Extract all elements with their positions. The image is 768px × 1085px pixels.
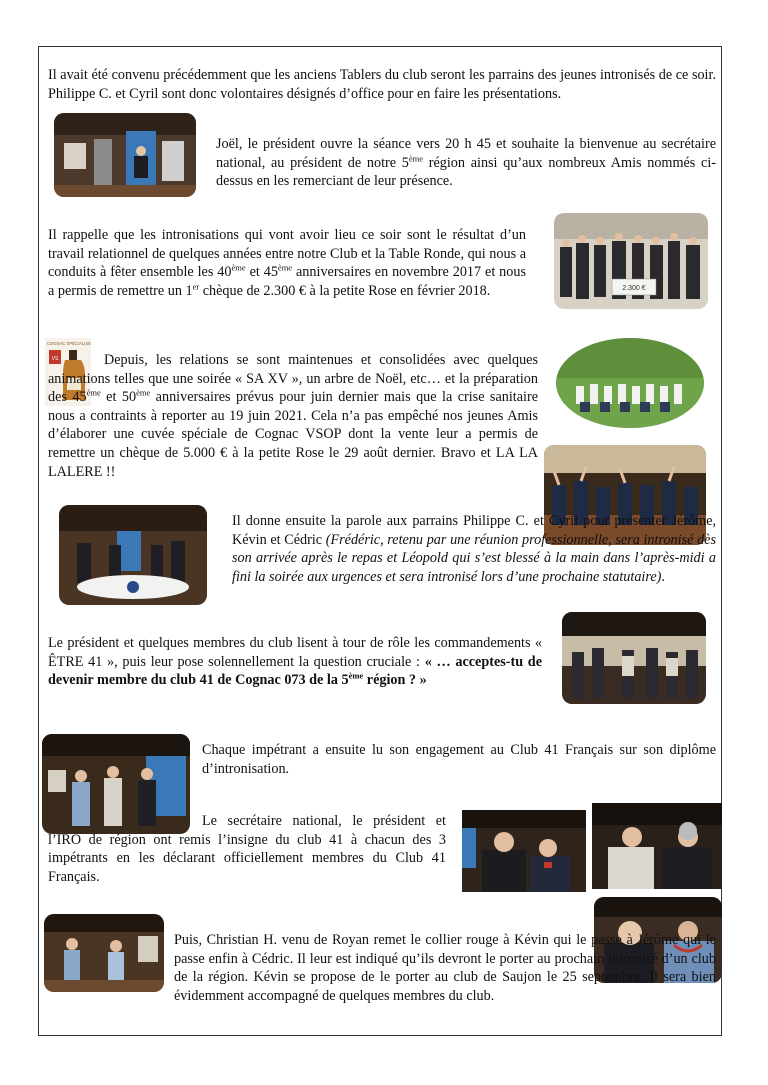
paragraph-5: [232, 512, 716, 586]
p3-text-b: et 45: [245, 264, 278, 281]
paragraph-7: Chaque impétrant a ensuite lu son engagement au Club 41 Français sur son diplôme d’intronisation.: [202, 742, 716, 777]
paragraph-8: Le secrétaire national, le président et l’IRO de région ont remis l’insigne du club 41 à chacun des 3 impétrants en les déclarant officiellement membres du Club 41 Français.: [48, 813, 446, 885]
p3-sup2: ème: [277, 262, 293, 273]
photo-outdoor-group: [556, 338, 704, 428]
p5-text-a: Il donne ensuite la parole aux parrains Philippe C. et Cyril pour présenter Jérôme, Kévin et Cédric: [232, 513, 716, 548]
p2-sup: ème: [408, 152, 424, 163]
paragraph-4: [48, 351, 538, 481]
p3-text-a: Il rappelle que les intronisations qui vont avoir lieu ce soir sont le résultat d’un travail relationnel de quelques années entre notre Club et la Table Ronde, qui nous a conduits à fêter ensemble les 40: [48, 227, 526, 281]
paragraph-1: Il avait été convenu précédemment que les anciens Tablers du club seront les parrains des jeunes intronisés de ce soir. Philippe C. et Cyril sont donc volontaires désignés d’office pour en faire les présentations.: [48, 67, 716, 102]
p3-text-d: chèque de 2.300 € à la petite Rose en février 2018.: [199, 282, 491, 299]
p6-sup: ème: [348, 670, 364, 681]
cognac-badge-text: VS: [51, 356, 59, 362]
p4-sup2: ème: [136, 387, 151, 398]
paragraph-6: [48, 634, 542, 690]
p4-text-c: anniversaires prévus pour juin dernier mais que la crise sanitaire nous a contraints à reporter au 19 juin 2021. Cela n’a pas empêché nos jeunes Amis d’élaborer une cuvée spéciale de Cognac VSOP dont la vente leur a permis de remettre un chèque de 5.000 € à la petite Rose le 29 août dernier. Bravo et LA LA LALERE !!: [48, 389, 538, 480]
photo-president-speech: [54, 113, 196, 197]
paragraph-2: [216, 135, 716, 191]
p2-text-b: région ainsi qu’aux nombreux Amis nommés ci-dessus en les remerciant de leur présence.: [216, 154, 716, 190]
p5-end: .: [661, 568, 665, 585]
paragraph-3: [48, 226, 526, 300]
p4-sup1: ème: [86, 387, 101, 398]
p3-text-c: anniversaires en novembre 2017 et nous a permis de remettre un 1: [48, 264, 526, 299]
p6-bold-1: « … acceptes-tu de devenir membre du club 41 de Cognac 073 de la 5: [48, 653, 542, 689]
p4-text-b: et 50: [100, 389, 137, 406]
p4-text-a: Depuis, les relations se sont maintenues et consolidées avec quelques animations telles que une soirée « SA XV », un arbre de Noël, etc… et la préparation des 45: [48, 352, 538, 406]
photo-members-reading: [562, 612, 706, 704]
p6-bold-2: région ? »: [363, 672, 427, 689]
photo-insigne-1: [462, 810, 586, 892]
photo-group-cheque: [554, 213, 708, 309]
cheque-text: 2.300 €: [622, 285, 646, 292]
p2-text-a: Joël, le président ouvre la séance vers 20 h 45 et souhaite la bienvenue au secrétaire national, au président de notre 5: [216, 136, 716, 171]
photo-ceremony-table: [59, 505, 207, 605]
cognac-label-text: COGNAC SPÉCIALISÉ: [47, 341, 91, 346]
photo-insigne-2: [592, 803, 722, 889]
p5-italic: (Frédéric, retenu par une réunion professionnelle, sera intronisé dès son arrivée après le repas et Léopold qui s’est blessé à la main dans l’après-midi a fini la soirée aux urgences et sera intronisé lors d’une prochaine statutaire): [232, 531, 716, 585]
p3-sup1: ème: [231, 262, 246, 273]
paragraph-9: Puis, Christian H. venu de Royan remet le collier rouge à Kévin qui le passe à Jérôme qui le passe enfin à Cédric. Il leur est indiqué qu’ils devront le porter au prochain intronisé d’un club de la région. Kévin se propose de le porter au club de Saujon le 25 septembre. Il sera bien évidemment accompagné de quelques membres du club.: [174, 932, 716, 1004]
p6-text-a: Le président et quelques membres du club lisent à tour de rôle les commandements « ÊTRE 41 », puis leur pose solennellement la question cruciale :: [48, 635, 542, 670]
p3-sup3: er: [192, 281, 200, 292]
